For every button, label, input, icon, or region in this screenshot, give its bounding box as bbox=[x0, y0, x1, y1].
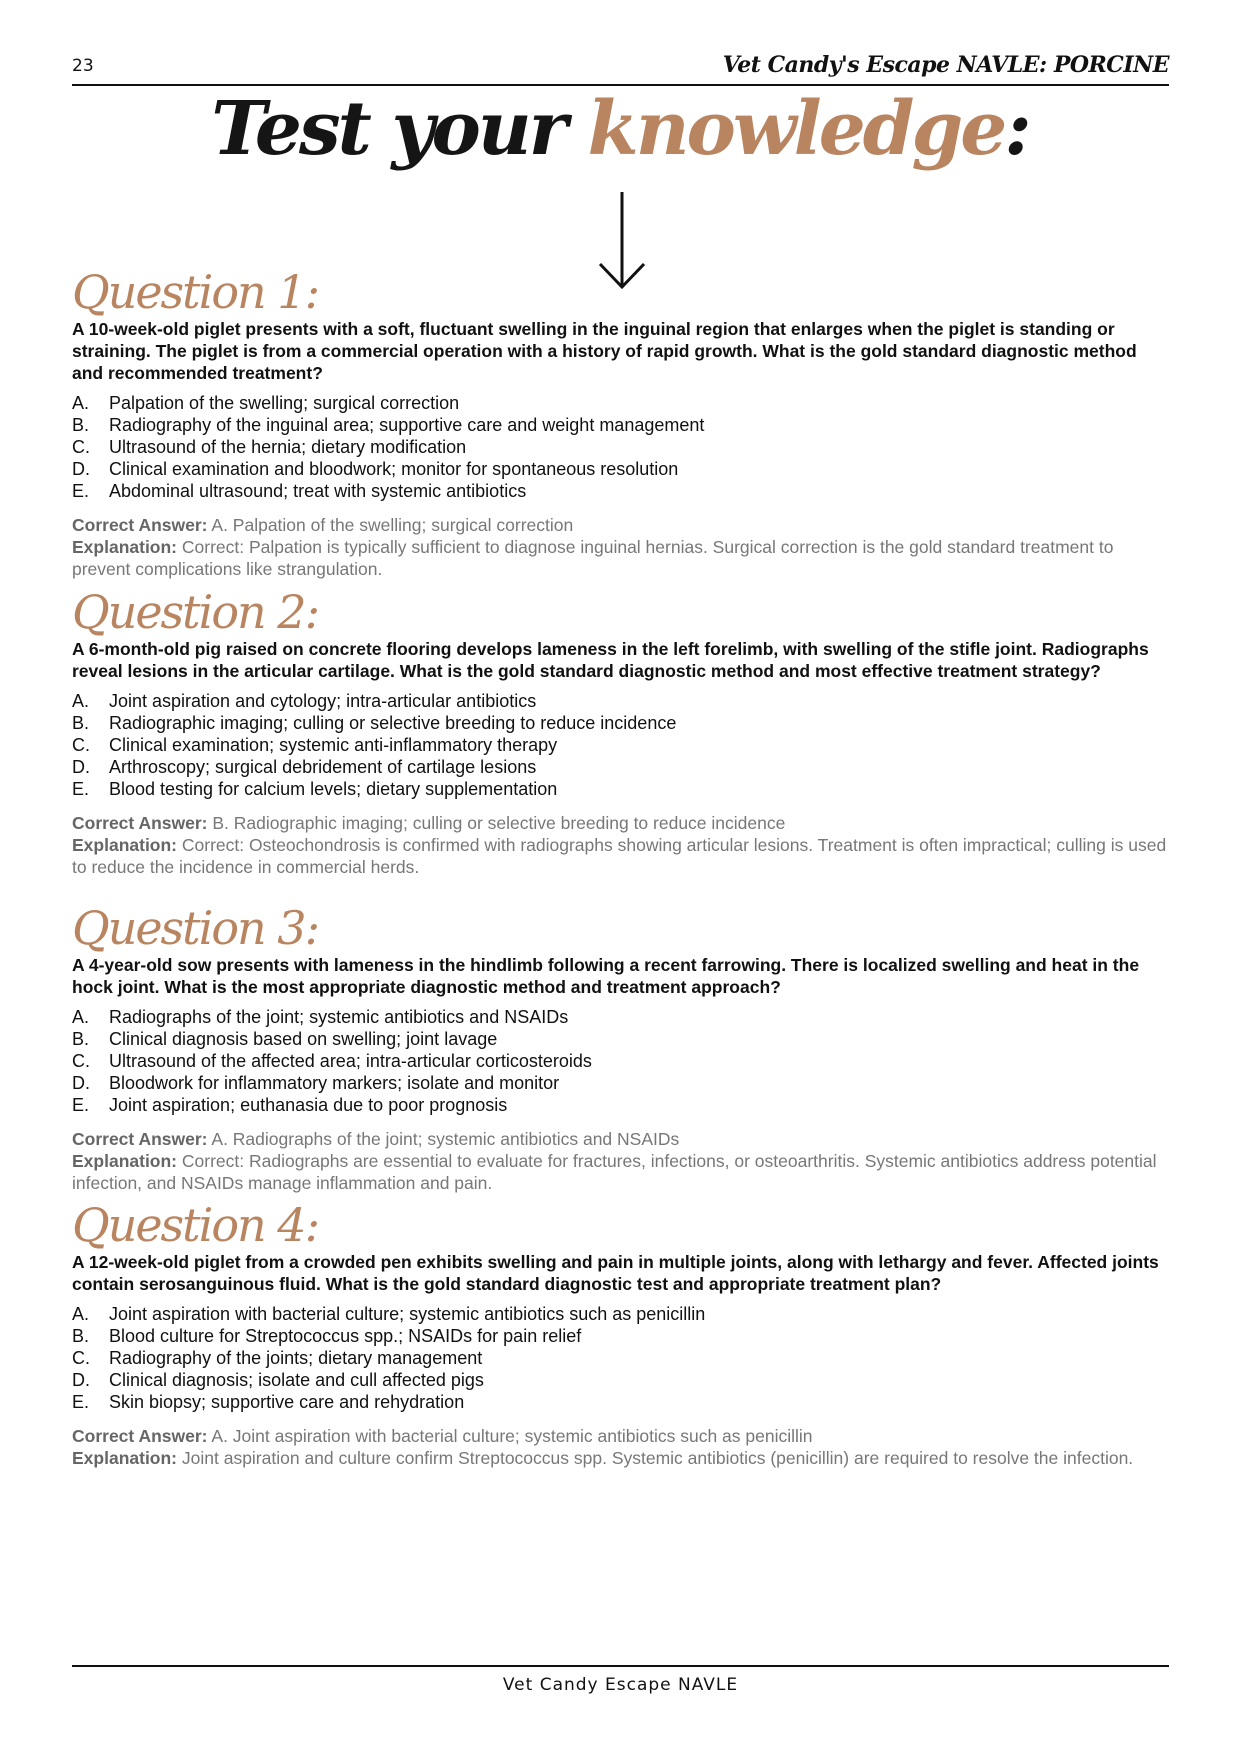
option-text: Arthroscopy; surgical debridement of cartilage lesions bbox=[109, 757, 537, 777]
explanation-text: Correct: Osteochondrosis is confirmed with radiographs showing articular lesions. Treatment is often impractical; culling is used to reduce the incidence in commercial herds. bbox=[72, 835, 1167, 877]
question-text: A 10-week-old piglet presents with a soft, fluctuant swelling in the inguinal region that enlarges when the piglet is standing or straining. The piglet is from a commercial operation with a history of rapid growth. What is the gold standard diagnostic method and recommended treatment? bbox=[72, 319, 1137, 383]
explanation bbox=[72, 1150, 1172, 1194]
correct-answer-label: Correct Answer: bbox=[72, 813, 208, 833]
correct-answer-text: A. Joint aspiration with bacterial culture; systemic antibiotics such as penicillin bbox=[207, 1426, 813, 1446]
option-text: Joint aspiration and cytology; intra-articular antibiotics bbox=[109, 691, 537, 711]
options-list bbox=[72, 1006, 1172, 1116]
title-part-1: Test your bbox=[211, 86, 588, 172]
option-letter: C. bbox=[72, 1051, 90, 1071]
option-item bbox=[72, 690, 1172, 712]
option-text: Radiographs of the joint; systemic antibiotics and NSAIDs bbox=[109, 1007, 569, 1027]
options-list bbox=[72, 690, 1172, 800]
correct-answer bbox=[72, 514, 1172, 536]
option-item bbox=[72, 1006, 1172, 1028]
option-item bbox=[72, 480, 1172, 502]
explanation-label: Explanation: bbox=[72, 835, 178, 855]
option-letter: D. bbox=[72, 1370, 90, 1390]
explanation-text: Correct: Palpation is typically sufficient to diagnose inguinal hernias. Surgical correction is the gold standard treatment to prevent complications like strangulation. bbox=[72, 537, 1114, 579]
option-letter: A. bbox=[72, 1304, 90, 1324]
option-item bbox=[72, 1325, 1172, 1347]
option-text: Ultrasound of the affected area; intra-articular corticosteroids bbox=[109, 1051, 592, 1071]
correct-answer-label: Correct Answer: bbox=[72, 515, 208, 535]
explanation-text: Joint aspiration and culture confirm Streptococcus spp. Systemic antibiotics (penicillin) are required to resolve the infection. bbox=[177, 1448, 1134, 1468]
option-letter: C. bbox=[72, 437, 90, 457]
option-letter: B. bbox=[72, 415, 90, 435]
option-item bbox=[72, 1072, 1172, 1094]
footer-text: Vet Candy Escape NAVLE bbox=[502, 1675, 739, 1695]
answer-block bbox=[72, 1128, 1172, 1194]
option-text: Joint aspiration with bacterial culture; systemic antibiotics such as penicillin bbox=[109, 1304, 706, 1324]
question-text: A 12-week-old piglet from a crowded pen exhibits swelling and pain in multiple joints, along with lethargy and fever. Affected joints contain serosanguinous fluid. What is the gold standard diagnostic test and appropriate treatment plan? bbox=[72, 1252, 1159, 1294]
option-text: Ultrasound of the hernia; dietary modification bbox=[109, 437, 467, 457]
option-item bbox=[72, 1391, 1172, 1413]
question-2 bbox=[72, 586, 1172, 878]
option-item bbox=[72, 712, 1172, 734]
option-letter: E. bbox=[72, 1095, 90, 1115]
title-part-3: : bbox=[1004, 86, 1029, 172]
option-text: Clinical examination and bloodwork; monitor for spontaneous resolution bbox=[109, 459, 679, 479]
options-list bbox=[72, 392, 1172, 502]
answer-block bbox=[72, 812, 1172, 878]
option-letter: B. bbox=[72, 713, 90, 733]
option-letter: E. bbox=[72, 779, 90, 799]
running-title: Vet Candy's Escape NAVLE: PORCINE bbox=[722, 52, 1169, 78]
option-text: Radiographic imaging; culling or selective breeding to reduce incidence bbox=[109, 713, 677, 733]
option-item bbox=[72, 436, 1172, 458]
option-letter: C. bbox=[72, 1348, 90, 1368]
option-text: Bloodwork for inflammatory markers; isolate and monitor bbox=[109, 1073, 560, 1093]
option-letter: D. bbox=[72, 1073, 90, 1093]
option-letter: B. bbox=[72, 1326, 90, 1346]
question-text: A 4-year-old sow presents with lameness in the hindlimb following a recent farrowing. There is localized swelling and heat in the hock joint. What is the most appropriate diagnostic method and treatment approach? bbox=[72, 955, 1140, 997]
option-text: Palpation of the swelling; surgical correction bbox=[109, 393, 460, 413]
correct-answer-label: Correct Answer: bbox=[72, 1129, 208, 1149]
explanation bbox=[72, 536, 1172, 580]
correct-answer-label: Correct Answer: bbox=[72, 1426, 208, 1446]
option-text: Clinical examination; systemic anti-inflammatory therapy bbox=[109, 735, 558, 755]
question-heading: Question 2: bbox=[72, 585, 319, 639]
explanation-label: Explanation: bbox=[72, 1448, 178, 1468]
option-letter: A. bbox=[72, 1007, 90, 1027]
question-1 bbox=[72, 266, 1172, 580]
option-text: Clinical diagnosis based on swelling; joint lavage bbox=[109, 1029, 498, 1049]
correct-answer-text: B. Radiographic imaging; culling or selective breeding to reduce incidence bbox=[207, 813, 786, 833]
option-item bbox=[72, 458, 1172, 480]
option-item bbox=[72, 1094, 1172, 1116]
option-item bbox=[72, 1369, 1172, 1391]
question-heading: Question 4: bbox=[72, 1198, 319, 1252]
option-item bbox=[72, 1303, 1172, 1325]
explanation bbox=[72, 1447, 1172, 1469]
title-part-2: knowledge bbox=[587, 86, 1005, 172]
page-number: 23 bbox=[72, 56, 94, 76]
page-title bbox=[0, 86, 1240, 172]
page-footer bbox=[72, 1665, 1169, 1695]
correct-answer bbox=[72, 812, 1172, 834]
correct-answer bbox=[72, 1425, 1172, 1447]
option-item bbox=[72, 1050, 1172, 1072]
correct-answer-text: A. Radiographs of the joint; systemic antibiotics and NSAIDs bbox=[207, 1129, 680, 1149]
question-text: A 6-month-old pig raised on concrete flooring develops lameness in the left forelimb, with swelling of the stifle joint. Radiographs reveal lesions in the articular cartilage. What is the gold standard diagnostic method and most effective treatment strategy? bbox=[72, 639, 1149, 681]
option-text: Radiography of the joints; dietary management bbox=[109, 1348, 483, 1368]
option-text: Joint aspiration; euthanasia due to poor prognosis bbox=[109, 1095, 508, 1115]
option-letter: E. bbox=[72, 481, 90, 501]
option-item bbox=[72, 756, 1172, 778]
option-text: Blood culture for Streptococcus spp.; NSAIDs for pain relief bbox=[109, 1326, 582, 1346]
question-heading: Question 1: bbox=[72, 265, 319, 319]
option-text: Skin biopsy; supportive care and rehydration bbox=[109, 1392, 465, 1412]
options-list bbox=[72, 1303, 1172, 1413]
option-item bbox=[72, 414, 1172, 436]
option-text: Radiography of the inguinal area; supportive care and weight management bbox=[109, 415, 705, 435]
option-letter: D. bbox=[72, 757, 90, 777]
explanation bbox=[72, 834, 1172, 878]
option-item bbox=[72, 1347, 1172, 1369]
question-4 bbox=[72, 1199, 1172, 1469]
answer-block bbox=[72, 1425, 1172, 1469]
explanation-label: Explanation: bbox=[72, 1151, 178, 1171]
correct-answer bbox=[72, 1128, 1172, 1150]
explanation-label: Explanation: bbox=[72, 537, 178, 557]
option-item bbox=[72, 778, 1172, 800]
option-letter: E. bbox=[72, 1392, 90, 1412]
question-3 bbox=[72, 902, 1172, 1194]
option-letter: A. bbox=[72, 691, 90, 711]
explanation-text: Correct: Radiographs are essential to evaluate for fractures, infections, or osteoarthritis. Systemic antibiotics address potential infection, and NSAIDs manage inflammation and pain. bbox=[72, 1151, 1157, 1193]
page-header bbox=[72, 50, 1169, 86]
option-item bbox=[72, 734, 1172, 756]
option-letter: B. bbox=[72, 1029, 90, 1049]
option-item bbox=[72, 1028, 1172, 1050]
answer-block bbox=[72, 514, 1172, 580]
option-text: Blood testing for calcium levels; dietary supplementation bbox=[109, 779, 558, 799]
question-heading: Question 3: bbox=[72, 901, 319, 955]
correct-answer-text: A. Palpation of the swelling; surgical correction bbox=[207, 515, 574, 535]
option-letter: A. bbox=[72, 393, 90, 413]
option-text: Clinical diagnosis; isolate and cull affected pigs bbox=[109, 1370, 484, 1390]
option-letter: C. bbox=[72, 735, 90, 755]
option-text: Abdominal ultrasound; treat with systemic antibiotics bbox=[109, 481, 527, 501]
option-letter: D. bbox=[72, 459, 90, 479]
option-item bbox=[72, 392, 1172, 414]
